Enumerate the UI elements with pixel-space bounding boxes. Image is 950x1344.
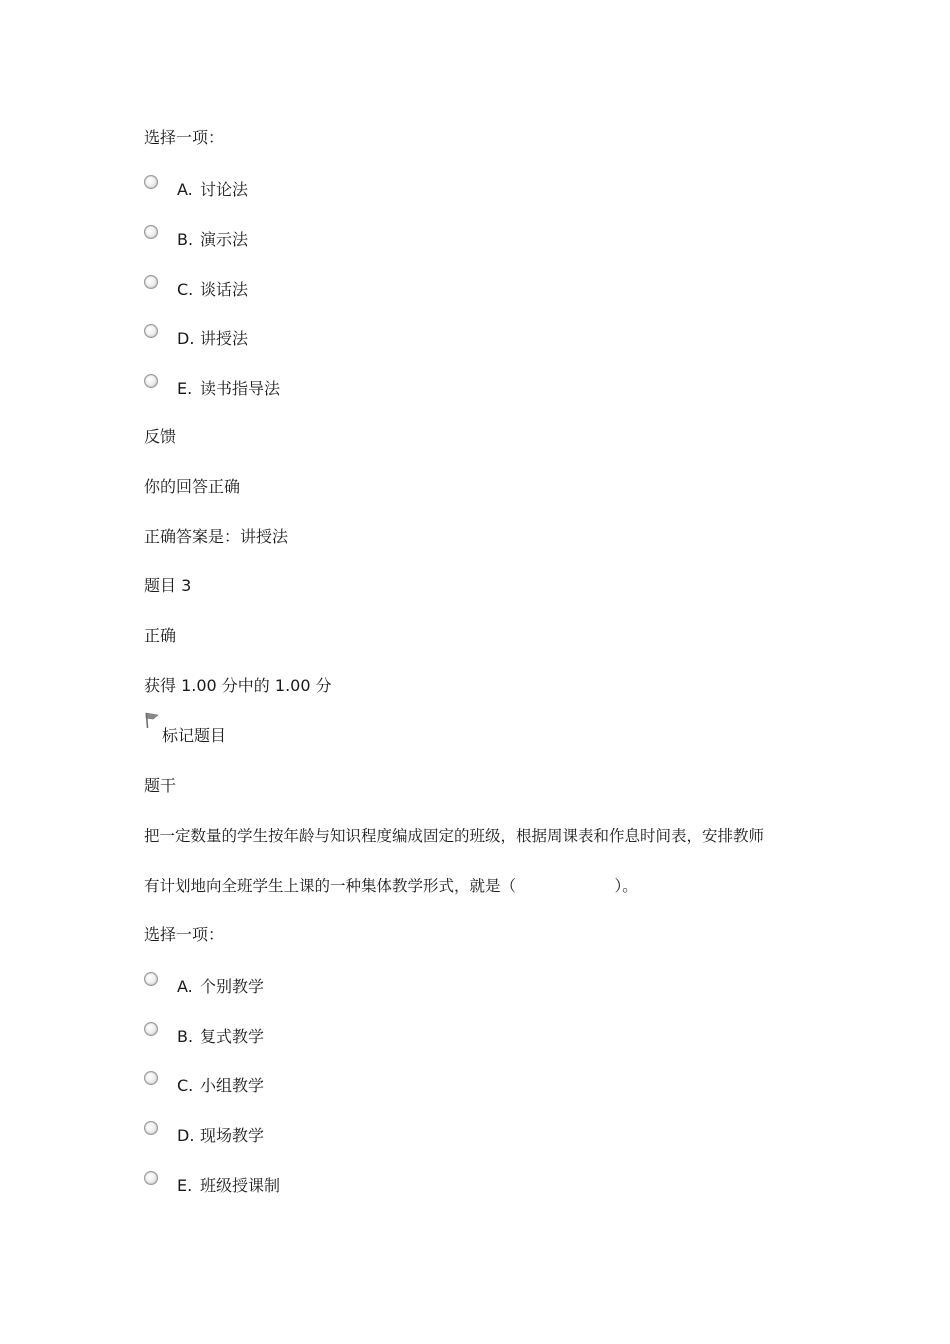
- option-text: 读书指导法: [200, 379, 281, 398]
- q2-prompt: 选择一项：: [144, 128, 225, 147]
- radio-button-icon[interactable]: [144, 1071, 158, 1085]
- option-text: 讨论法: [200, 180, 249, 199]
- option-text: 讲授法: [200, 329, 249, 348]
- radio-button-icon[interactable]: [144, 1121, 158, 1135]
- option-letter: B.: [177, 230, 194, 249]
- flag-question-label[interactable]: 标记题目: [162, 726, 227, 745]
- option-text: 现场教学: [200, 1126, 265, 1145]
- option-letter: C.: [177, 280, 194, 299]
- stem-heading: 题干: [144, 776, 177, 795]
- radio-button-icon[interactable]: [144, 1022, 158, 1036]
- radio-button-icon[interactable]: [144, 175, 158, 189]
- option-text: 复式教学: [200, 1027, 265, 1046]
- option-letter: A.: [177, 977, 193, 996]
- radio-button-icon[interactable]: [144, 374, 158, 388]
- option-letter: D.: [177, 329, 195, 348]
- question-title: 题目 3: [144, 576, 192, 595]
- radio-button-icon[interactable]: [144, 275, 158, 289]
- option-letter: A.: [177, 180, 193, 199]
- option-letter: B.: [177, 1027, 194, 1046]
- correct-answer: 正确答案是：讲授法: [144, 527, 289, 546]
- radio-button-icon[interactable]: [144, 1171, 158, 1185]
- radio-button-icon[interactable]: [144, 972, 158, 986]
- feedback-result: 你的回答正确: [144, 477, 241, 496]
- flag-icon[interactable]: [144, 712, 160, 728]
- option-text: 谈话法: [200, 280, 249, 299]
- feedback-heading: 反馈: [144, 427, 177, 446]
- option-letter: D.: [177, 1126, 195, 1145]
- option-text: 演示法: [200, 230, 249, 249]
- option-letter: E.: [177, 379, 193, 398]
- question-stem-line-2: 有计划地向全班学生上课的一种集体教学形式，就是（ ）。: [144, 877, 638, 895]
- option-text: 个别教学: [200, 977, 265, 996]
- question-status: 正确: [144, 626, 177, 645]
- q3-prompt: 选择一项：: [144, 925, 225, 944]
- question-score: 获得 1.00 分中的 1.00 分: [144, 676, 332, 695]
- radio-button-icon[interactable]: [144, 324, 158, 338]
- option-text: 班级授课制: [200, 1176, 281, 1195]
- question-stem-line-1: 把一定数量的学生按年龄与知识程度编成固定的班级，根据周课表和作息时间表，安排教师: [144, 827, 765, 845]
- flag-question-link[interactable]: [144, 712, 344, 748]
- radio-button-icon[interactable]: [144, 225, 158, 239]
- option-text: 小组教学: [200, 1076, 265, 1095]
- option-letter: C.: [177, 1076, 194, 1095]
- option-letter: E.: [177, 1176, 193, 1195]
